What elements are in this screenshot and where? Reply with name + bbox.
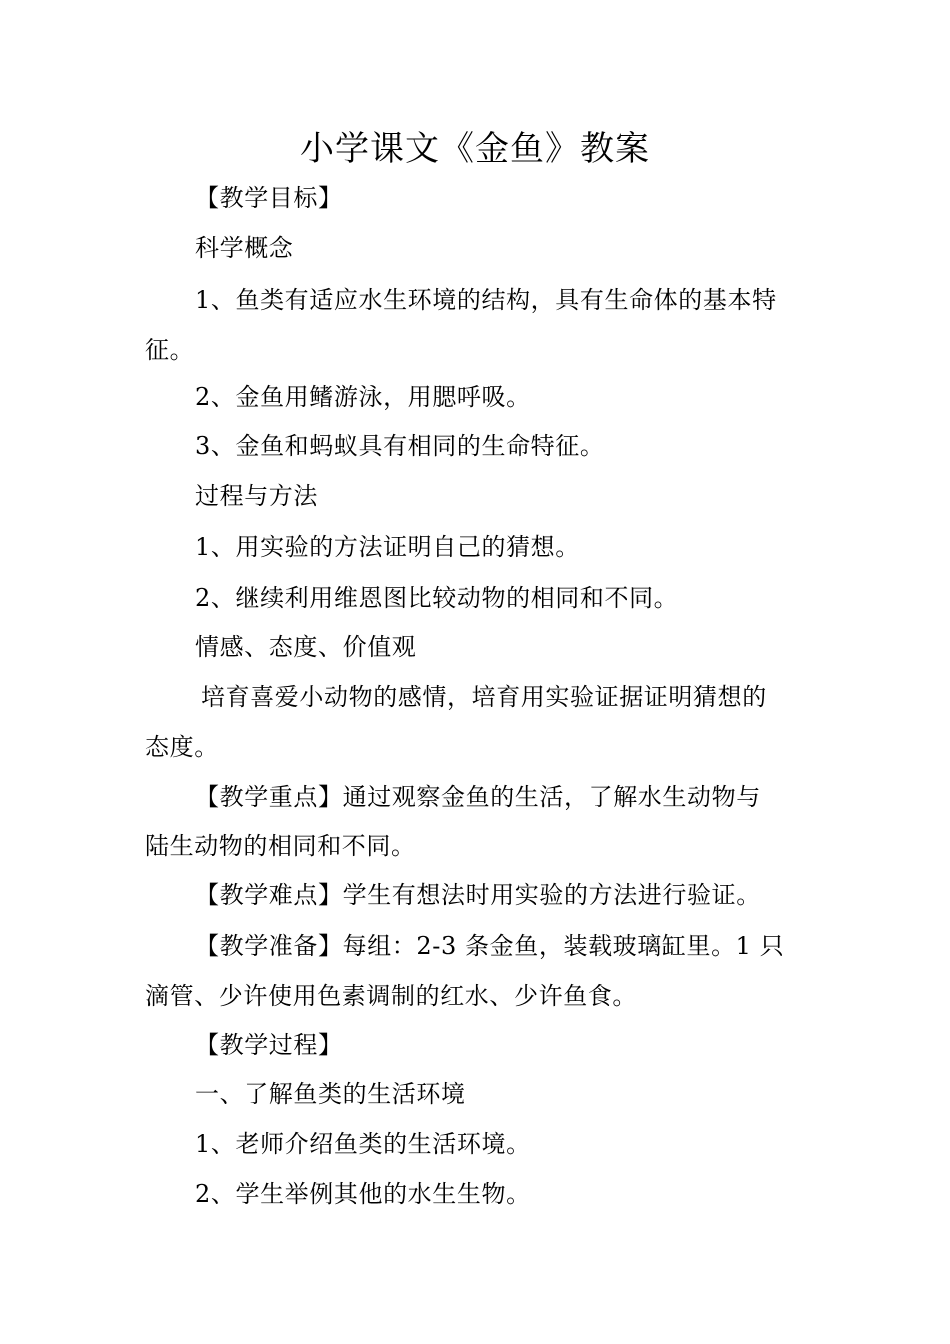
paragraph-teaching-preparation: 【教学准备】每组：2-3 条金鱼，装载玻璃缸里。1 只 xyxy=(195,932,785,960)
paragraph-line: 滴管、少许使用色素调制的红水、少许鱼食。 xyxy=(145,982,637,1010)
paragraph-teaching-focus: 【教学重点】通过观察金鱼的生活，了解水生动物与 xyxy=(195,783,761,811)
paragraph-line: 1、鱼类有适应水生环境的结构，具有生命体的基本特 xyxy=(195,286,777,314)
paragraph-line: 2、金鱼用鳍游泳，用腮呼吸。 xyxy=(195,383,531,411)
paragraph-line: 征。 xyxy=(145,336,195,364)
subheading-science-concepts: 科学概念 xyxy=(195,234,294,262)
subheading-attitudes-values: 情感、态度、价值观 xyxy=(195,633,417,661)
paragraph-line: 2、学生举例其他的水生生物。 xyxy=(195,1180,531,1208)
paragraph-line: 2、继续利用维恩图比较动物的相同和不同。 xyxy=(195,584,679,612)
heading-teaching-process: 【教学过程】 xyxy=(195,1031,343,1059)
paragraph-line: 陆生动物的相同和不同。 xyxy=(145,832,416,860)
paragraph-line: 态度。 xyxy=(145,733,219,761)
paragraph-line: 培育喜爱小动物的感情，培育用实验证据证明猜想的 xyxy=(201,683,767,711)
paragraph-line: 3、金鱼和蚂蚁具有相同的生命特征。 xyxy=(195,432,605,460)
document-title: 小学课文《金鱼》教案 xyxy=(300,129,650,169)
paragraph-line: 1、用实验的方法证明自己的猜想。 xyxy=(195,533,580,561)
subheading-process-methods: 过程与方法 xyxy=(195,482,318,510)
heading-teaching-goals: 【教学目标】 xyxy=(195,184,343,212)
paragraph-teaching-difficulty: 【教学难点】学生有想法时用实验的方法进行验证。 xyxy=(195,881,761,909)
paragraph-line: 1、老师介绍鱼类的生活环境。 xyxy=(195,1130,531,1158)
subheading-section-one: 一、了解鱼类的生活环境 xyxy=(195,1080,466,1108)
